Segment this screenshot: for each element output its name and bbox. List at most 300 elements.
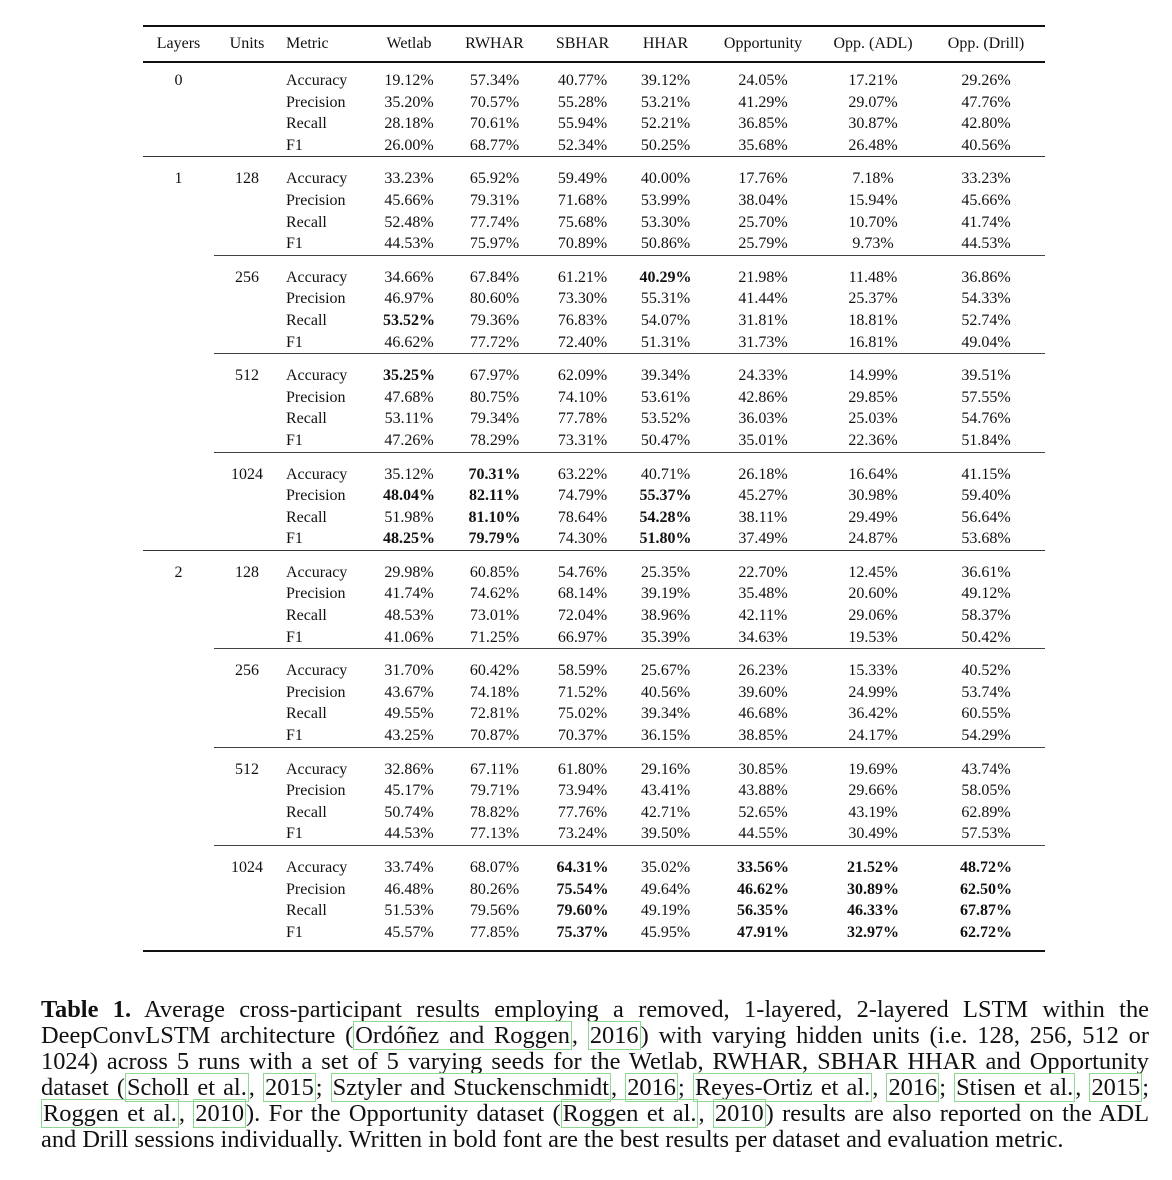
value-text: 38.85% (738, 727, 788, 745)
value-text: 47.76% (961, 93, 1011, 111)
value-cell (927, 168, 1045, 190)
value-text: 46.62% (384, 333, 434, 351)
value-text: 45.95% (640, 923, 691, 941)
value-text: 39.34% (640, 367, 691, 385)
value-text: 40.71% (640, 465, 691, 483)
header-units: Units (229, 35, 265, 52)
value-cell (541, 168, 624, 190)
layers-cell (143, 857, 214, 879)
value-text: 62.09% (557, 367, 608, 385)
value-text: 32.86% (384, 760, 434, 778)
value-text: 24.17% (848, 727, 898, 745)
value-cell (819, 562, 927, 584)
value-cell (624, 682, 707, 704)
value-cell (448, 922, 541, 944)
value-cell (448, 900, 541, 922)
value-text: 39.51% (961, 367, 1011, 385)
citation-link[interactable]: Ordóñez and Roggen (355, 1022, 570, 1049)
value-text: 74.18% (469, 683, 520, 701)
value-cell (819, 135, 927, 157)
value-cell (707, 583, 819, 605)
value-text: 52.48% (384, 213, 434, 231)
value-cell (541, 725, 624, 747)
citation-year-link[interactable]: 2015 (1091, 1074, 1141, 1101)
value-text: 53.21% (640, 93, 691, 111)
citation-year-link[interactable]: 2016 (627, 1074, 676, 1101)
table-row (143, 212, 1045, 234)
value-cell (624, 365, 707, 387)
value-text: 77.78% (557, 410, 608, 428)
value-cell (624, 190, 707, 212)
value-text: 39.34% (640, 705, 691, 723)
value-cell (448, 168, 541, 190)
value-cell (624, 430, 707, 452)
value-text: 35.48% (738, 585, 788, 603)
value-text: 53.30% (640, 213, 691, 231)
metric-cell: Accuracy (286, 367, 348, 385)
value-cell (541, 332, 624, 354)
value-cell (370, 288, 448, 310)
layers-cell (143, 922, 214, 944)
value-text: 70.87% (469, 727, 520, 745)
results-table (143, 25, 1045, 952)
value-cell (624, 583, 707, 605)
citation-year-link[interactable]: 2015 (265, 1074, 314, 1101)
value-text: 17.21% (848, 72, 898, 89)
value-cell (819, 310, 927, 332)
value-cell (707, 900, 819, 922)
value-text: 46.97% (384, 290, 434, 308)
table-row (143, 682, 1045, 704)
value-cell (707, 190, 819, 212)
units-cell: 128 (235, 563, 259, 581)
metric-cell: F1 (286, 825, 303, 843)
value-cell (927, 288, 1045, 310)
value-cell (541, 703, 624, 725)
value-text: 82.11% (468, 487, 521, 505)
value-cell (541, 365, 624, 387)
value-text: 33.74% (384, 859, 434, 876)
group-spacer (143, 747, 1045, 759)
value-text: 33.23% (384, 170, 434, 188)
value-text: 55.94% (557, 115, 608, 133)
units-cell (214, 113, 280, 135)
value-cell (624, 288, 707, 310)
value-cell (624, 408, 707, 430)
value-text: 68.77% (469, 136, 520, 154)
value-cell (819, 332, 927, 354)
value-text: 40.56% (640, 683, 691, 701)
value-cell (541, 780, 624, 802)
table-row (143, 310, 1045, 332)
value-cell (624, 135, 707, 157)
value-text: 48.25% (383, 530, 435, 548)
value-text: 62.89% (961, 803, 1011, 821)
value-cell (819, 267, 927, 289)
table-row (143, 780, 1045, 802)
value-text: 20.60% (848, 585, 898, 603)
value-text: 56.35% (737, 902, 789, 920)
table-row (143, 562, 1045, 584)
value-text: 10.70% (848, 213, 898, 231)
value-text: 50.47% (640, 431, 691, 449)
value-cell (927, 605, 1045, 627)
citation-year-link[interactable]: 2016 (888, 1074, 938, 1101)
value-text: 64.31% (556, 859, 609, 876)
value-text: 44.55% (738, 825, 788, 843)
layers-cell (143, 823, 214, 845)
metric-cell: Recall (286, 803, 327, 821)
value-text: 38.04% (738, 191, 788, 209)
units-cell: 512 (235, 760, 259, 778)
value-text: 16.81% (848, 333, 898, 351)
value-text: 70.57% (469, 93, 520, 111)
units-cell (214, 507, 280, 529)
citation-year-link[interactable]: 2016 (589, 1022, 639, 1049)
caption-text-2: ) with varying hidden units (i.e. 128, 256, 512 or 1024) across 5 runs with a set of 5 varying seeds for the Wetlab, RWHAR, SBHAR HHAR and Opportunity dataset ( (41, 1022, 1149, 1101)
value-cell (927, 759, 1045, 781)
value-cell (927, 387, 1045, 409)
value-cell (707, 562, 819, 584)
citation-link[interactable]: Roggen et al. (562, 1100, 697, 1127)
header-layers: Layers (156, 35, 201, 52)
layers-cell (143, 780, 214, 802)
value-cell (927, 725, 1045, 747)
value-cell (707, 408, 819, 430)
value-text: 65.92% (469, 170, 520, 188)
value-text: 40.00% (640, 170, 691, 188)
metric-cell: Recall (286, 213, 327, 231)
value-text: 33.56% (737, 859, 789, 876)
value-cell (624, 310, 707, 332)
value-cell (448, 233, 541, 255)
value-text: 78.82% (469, 803, 520, 821)
value-cell (707, 802, 819, 824)
value-text: 54.29% (961, 727, 1011, 745)
table-row (143, 168, 1045, 190)
layers-cell (143, 725, 214, 747)
value-cell (819, 802, 927, 824)
value-text: 30.89% (847, 880, 899, 898)
value-cell (927, 780, 1045, 802)
value-cell (370, 879, 448, 901)
value-cell (370, 857, 448, 879)
value-text: 51.80% (639, 530, 692, 548)
value-text: 58.37% (961, 607, 1011, 625)
group-spacer (143, 452, 1045, 464)
units-cell: 128 (235, 170, 259, 188)
value-cell (541, 135, 624, 157)
value-cell (819, 725, 927, 747)
layers-cell: 0 (174, 72, 183, 89)
value-text: 74.79% (557, 487, 608, 505)
units-cell (214, 92, 280, 114)
value-text: 53.52% (640, 410, 691, 428)
value-text: 68.07% (469, 859, 520, 876)
units-cell: 512 (235, 367, 259, 385)
units-cell (214, 703, 280, 725)
value-text: 61.80% (557, 760, 608, 778)
value-text: 44.53% (384, 235, 434, 253)
header-hhar: HHAR (642, 35, 689, 52)
value-cell (707, 682, 819, 704)
value-text: 16.64% (848, 465, 898, 483)
table-row (143, 387, 1045, 409)
value-cell (448, 135, 541, 157)
metric-cell: F1 (286, 628, 303, 646)
value-cell (448, 802, 541, 824)
value-cell (927, 583, 1045, 605)
value-cell (819, 430, 927, 452)
value-text: 72.40% (557, 333, 608, 351)
table-row (143, 507, 1045, 529)
value-text: 70.31% (468, 465, 521, 483)
value-text: 45.27% (738, 487, 788, 505)
table-row (143, 725, 1045, 747)
value-cell (927, 113, 1045, 135)
value-cell (370, 190, 448, 212)
value-cell (927, 92, 1045, 114)
value-text: 40.77% (557, 72, 608, 89)
value-text: 70.37% (557, 727, 608, 745)
metric-cell: Accuracy (286, 563, 348, 581)
value-text: 72.81% (469, 705, 520, 723)
value-cell (370, 70, 448, 92)
units-cell (214, 387, 280, 409)
units-cell (214, 627, 280, 649)
value-cell (370, 660, 448, 682)
value-cell (370, 922, 448, 944)
value-text: 51.98% (384, 508, 434, 526)
citation-link[interactable]: Scholl et al. (126, 1074, 247, 1101)
value-cell (819, 780, 927, 802)
value-text: 29.16% (640, 760, 691, 778)
value-text: 79.56% (469, 902, 520, 920)
table-row (143, 703, 1045, 725)
table-row (143, 823, 1045, 845)
value-text: 46.33% (847, 902, 899, 920)
value-cell (370, 135, 448, 157)
value-cell (819, 190, 927, 212)
value-cell (707, 485, 819, 507)
value-cell (448, 759, 541, 781)
value-cell (927, 660, 1045, 682)
value-text: 30.87% (848, 115, 898, 133)
value-cell (624, 113, 707, 135)
value-cell (541, 464, 624, 486)
value-text: 55.28% (557, 93, 608, 111)
value-cell (819, 70, 927, 92)
value-text: 30.98% (848, 487, 898, 505)
table-header-row (143, 26, 1045, 62)
value-text: 75.54% (556, 880, 609, 898)
value-cell (370, 212, 448, 234)
value-text: 17.76% (738, 170, 788, 188)
value-text: 39.50% (640, 825, 691, 843)
citation-link[interactable]: Sztyler and Stuckenschmidt (332, 1074, 609, 1101)
value-cell (370, 725, 448, 747)
value-text: 78.64% (557, 508, 608, 526)
value-cell (819, 660, 927, 682)
value-cell (448, 310, 541, 332)
value-cell (707, 922, 819, 944)
value-cell (624, 922, 707, 944)
value-text: 79.60% (556, 902, 609, 920)
value-cell (448, 703, 541, 725)
value-text: 77.85% (469, 923, 520, 941)
value-text: 60.85% (469, 563, 520, 581)
citation-link[interactable]: Roggen et al. (43, 1100, 177, 1127)
header-rwhar: RWHAR (465, 35, 524, 52)
value-text: 41.15% (961, 465, 1011, 483)
value-cell (707, 879, 819, 901)
value-text: 22.70% (738, 563, 788, 581)
value-cell (541, 113, 624, 135)
metric-cell: Recall (286, 311, 327, 329)
units-cell (214, 430, 280, 452)
value-cell (707, 605, 819, 627)
value-cell (541, 627, 624, 649)
value-cell (819, 408, 927, 430)
value-cell (707, 113, 819, 135)
value-cell (448, 332, 541, 354)
metric-cell: Recall (286, 705, 327, 723)
layers-cell (143, 507, 214, 529)
value-cell (624, 528, 707, 550)
value-cell (927, 485, 1045, 507)
metric-cell: Precision (286, 191, 346, 209)
group-spacer (143, 649, 1045, 661)
value-text: 29.49% (848, 508, 898, 526)
layers-cell (143, 605, 214, 627)
units-cell (214, 212, 280, 234)
value-cell (707, 464, 819, 486)
value-cell (707, 857, 819, 879)
value-cell (624, 660, 707, 682)
table-group (143, 747, 1045, 845)
value-cell (370, 562, 448, 584)
value-cell (819, 627, 927, 649)
value-text: 41.06% (384, 628, 434, 646)
value-cell (927, 507, 1045, 529)
value-cell (624, 703, 707, 725)
metric-cell: F1 (286, 136, 303, 154)
results-table-container (143, 25, 1045, 952)
value-text: 24.99% (848, 683, 898, 701)
value-cell (370, 430, 448, 452)
citation-year-link[interactable]: 2010 (714, 1100, 764, 1127)
value-text: 51.84% (961, 431, 1011, 449)
units-cell (214, 332, 280, 354)
value-cell (624, 212, 707, 234)
citation-year-link[interactable]: 2010 (195, 1100, 245, 1127)
value-cell (370, 900, 448, 922)
metric-cell: F1 (286, 333, 303, 351)
value-text: 74.30% (557, 530, 608, 548)
units-cell: 256 (235, 268, 259, 286)
value-cell (448, 562, 541, 584)
value-cell (819, 212, 927, 234)
value-text: 44.53% (961, 235, 1011, 253)
value-text: 62.72% (960, 923, 1012, 941)
units-cell (214, 922, 280, 944)
value-cell (707, 310, 819, 332)
value-text: 35.02% (640, 859, 691, 876)
value-text: 47.26% (384, 431, 434, 449)
units-cell (214, 900, 280, 922)
value-text: 53.52% (383, 311, 435, 329)
citation-link[interactable]: Reyes-Ortiz et al. (694, 1074, 871, 1101)
table-row (143, 900, 1045, 922)
table-row (143, 233, 1045, 255)
value-cell (624, 233, 707, 255)
value-cell (541, 583, 624, 605)
units-cell: 1024 (231, 859, 263, 876)
units-cell (214, 135, 280, 157)
units-cell (214, 233, 280, 255)
table-row (143, 802, 1045, 824)
value-cell (541, 212, 624, 234)
value-cell (541, 310, 624, 332)
value-cell (707, 823, 819, 845)
table-row (143, 485, 1045, 507)
units-cell (214, 528, 280, 550)
value-cell (819, 113, 927, 135)
value-text: 60.55% (961, 705, 1011, 723)
value-cell (448, 430, 541, 452)
value-cell (448, 627, 541, 649)
value-text: 36.42% (848, 705, 898, 723)
group-spacer (143, 943, 1045, 951)
value-cell (541, 605, 624, 627)
metric-cell: Precision (286, 880, 346, 898)
value-cell (927, 408, 1045, 430)
value-text: 9.73% (852, 235, 894, 253)
value-cell (707, 759, 819, 781)
value-cell (927, 528, 1045, 550)
table-row (143, 92, 1045, 114)
value-cell (707, 660, 819, 682)
value-cell (707, 627, 819, 649)
value-cell (370, 759, 448, 781)
value-cell (707, 135, 819, 157)
value-cell (927, 900, 1045, 922)
value-cell (624, 627, 707, 649)
value-cell (541, 267, 624, 289)
value-text: 53.74% (961, 683, 1011, 701)
value-text: 79.31% (469, 191, 520, 209)
value-cell (448, 464, 541, 486)
citation-link[interactable]: Stisen et al. (956, 1074, 1074, 1101)
value-text: 80.75% (469, 388, 520, 406)
value-text: 73.94% (557, 782, 608, 800)
value-cell (370, 92, 448, 114)
value-cell (448, 660, 541, 682)
units-cell (214, 823, 280, 845)
metric-cell: Precision (286, 290, 346, 308)
value-text: 57.55% (961, 388, 1011, 406)
units-cell (214, 802, 280, 824)
units-cell (214, 605, 280, 627)
value-text: 52.65% (738, 803, 788, 821)
value-text: 49.04% (961, 333, 1011, 351)
table-row (143, 528, 1045, 550)
metric-cell: Accuracy (286, 268, 348, 286)
value-cell (541, 823, 624, 845)
value-cell (370, 310, 448, 332)
value-text: 34.66% (384, 268, 434, 286)
value-text: 52.74% (961, 311, 1011, 329)
